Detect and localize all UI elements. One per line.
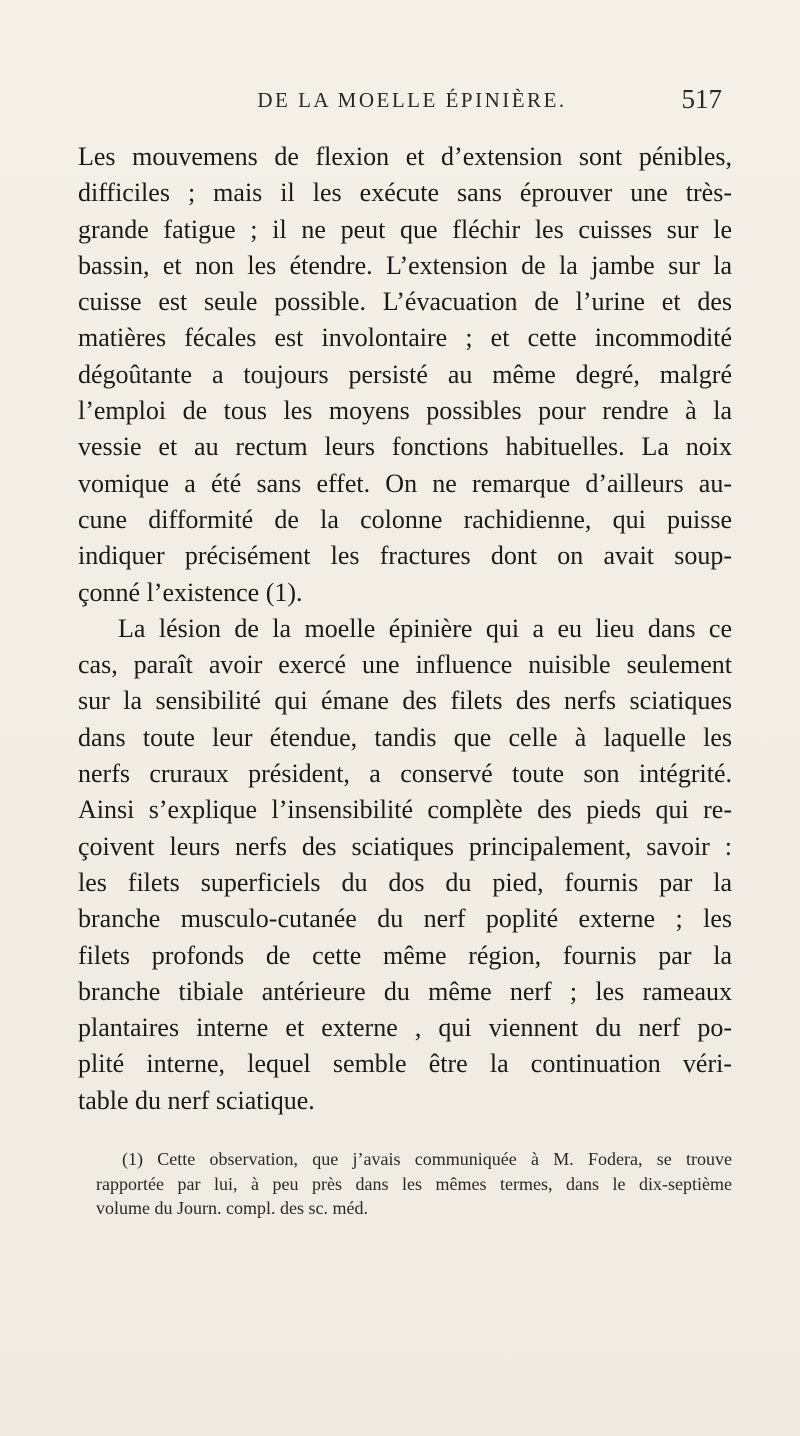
paragraph-2 [78, 611, 732, 1119]
text-line: dégoûtante a toujours persisté au même degré, malgré [78, 359, 732, 389]
text-line: Les mouvemens de flexion et d’extension sont pénibles, [78, 142, 732, 171]
running-title: DE LA MOELLE ÉPINIÈRE. [257, 88, 567, 112]
footnote-line: rapportée par lui, à peu près dans les mêmes termes, dans le dix-septième [96, 1173, 732, 1194]
text-line: les filets superficiels du dos du pied, fournis par la [78, 867, 732, 897]
text-line: Ainsi s’explique l’insensibilité complète des pieds qui re- [78, 795, 732, 825]
footnote-line: volume du Journ. compl. des sc. méd. [96, 1198, 368, 1218]
text-line: cune difformité de la colonne rachidienne, qui puisse [78, 504, 732, 534]
body-text [78, 139, 732, 1119]
text-line: plantaires interne et externe , qui viennent du nerf po- [78, 1013, 732, 1043]
paragraph-1 [78, 139, 732, 611]
running-head [102, 76, 722, 116]
text-line: çonné l’existence (1). [78, 577, 303, 607]
text-line: filets profonds de cette même région, fournis par la [78, 940, 732, 970]
text-line: table du nerf sciatique. [78, 1085, 315, 1115]
text-line: vessie et au rectum leurs fonctions habituelles. La noix [78, 432, 732, 462]
text-line: matières fécales est involontaire ; et cette incommodité [78, 323, 732, 353]
page-number: 517 [681, 84, 722, 114]
footnote [96, 1147, 732, 1221]
text-line: l’emploi de tous les moyens possibles pour rendre à la [78, 396, 732, 426]
text-line: plité interne, lequel semble être la continuation véri- [78, 1049, 732, 1079]
text-line: nerfs cruraux président, a conservé toute son intégrité. [78, 759, 732, 789]
text-line: branche musculo-cutanée du nerf poplité externe ; les [78, 904, 732, 934]
text-line: dans toute leur étendue, tandis que celle à laquelle les [78, 722, 732, 752]
text-line: grande fatigue ; il ne peut que fléchir les cuisses sur le [78, 214, 732, 244]
text-line: difficiles ; mais il les exécute sans éprouver une très- [78, 178, 732, 208]
text-line: indiquer précisément les fractures dont on avait soup- [78, 541, 732, 571]
text-line: sur la sensibilité qui émane des filets des nerfs sciatiques [78, 686, 732, 716]
text-line: vomique a été sans effet. On ne remarque d’ailleurs au- [78, 468, 732, 498]
text-line: bassin, et non les étendre. L’extension de la jambe sur la [78, 250, 732, 280]
text-line: cuisse est seule possible. L’évacuation de l’urine et des [78, 287, 732, 317]
text-line: La lésion de la moelle épinière qui a eu lieu dans ce [118, 613, 732, 643]
footnote-line: (1) Cette observation, que j’avais communiquée à M. Fodera, se trouve [122, 1149, 732, 1169]
text-line: cas, paraît avoir exercé une influence nuisible seulement [78, 650, 732, 680]
text-line: branche tibiale antérieure du même nerf ; les rameaux [78, 976, 732, 1006]
text-line: çoivent leurs nerfs des sciatiques principalement, savoir : [78, 831, 732, 861]
